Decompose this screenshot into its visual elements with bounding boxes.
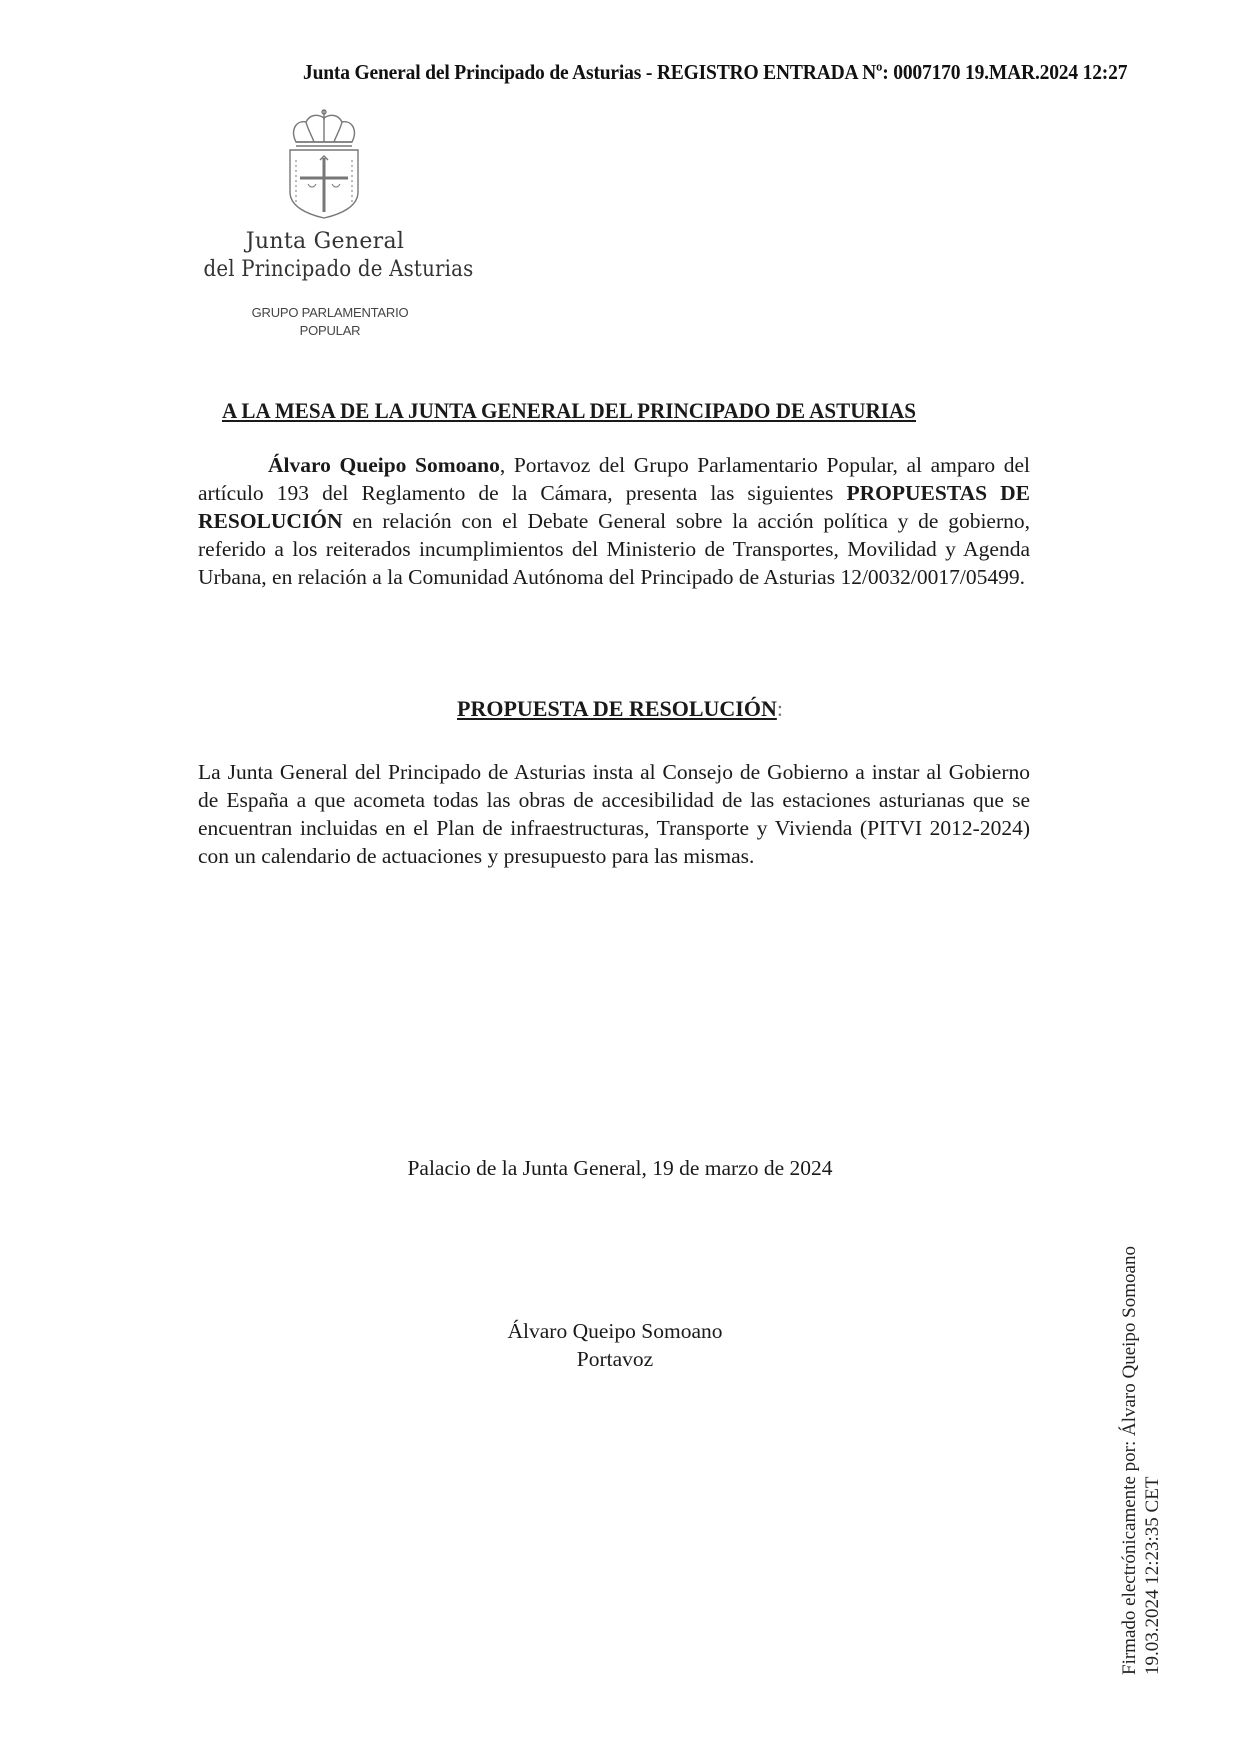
group-line2: POPULAR [299,323,361,338]
resolution-heading [0,696,1240,722]
institution-name-line1: Junta General [245,229,405,254]
institution-name-line2: del Principado de Asturias [203,257,474,282]
signer-name: Álvaro Queipo Somoano [507,1319,723,1343]
parliamentary-group [230,304,430,340]
proposals-label: PROPUESTAS DE RESOLUCIÓN [198,481,1031,533]
resolution-body: La Junta General del Principado de Asturias insta al Consejo de Gobierno a instar al Gobierno de España a que acometa todas las obras de accesibilidad de las estaciones asturianas que se encuentran incluidas en el Plan de infraestructuras, Transporte y Vivienda (PITVI 2012-2024) con un calendario de actuaciones y presupuesto para las mismas. [198,760,1030,868]
place-and-date: Palacio de la Junta General, 19 de marzo de 2024 [407,1156,833,1180]
signature-block [0,1317,1230,1373]
asturias-coat-of-arms-icon [282,108,366,220]
registry-entry-stamp: Junta General del Principado de Asturias - REGISTRO ENTRADA Nº: 0007170 19.MAR.2024 12:27 [303,60,1128,84]
resolution-heading-colon: : [776,696,783,721]
intro-text-part1: , Portavoz del Grupo Parlamentario Popular, al amparo del artículo 193 del Reglamento de la Cámara, presenta las siguientes [198,453,1030,505]
signer-role: Portavoz [576,1347,654,1371]
author-name: Álvaro Queipo Somoano [268,453,500,477]
electronic-signature-stamp [1118,1246,1164,1675]
group-line1: GRUPO PARLAMENTARIO [251,305,409,320]
addressee-heading: A LA MESA DE LA JUNTA GENERAL DEL PRINCIPADO DE ASTURIAS [222,398,916,423]
e-signature-line1: Firmado electrónicamente por: Álvaro Queipo Somoano [1119,1246,1140,1675]
e-signature-line2: 19.03.2024 12:23:35 CET [1142,1476,1163,1675]
intro-text-part2: en relación con el Debate General sobre la acción política y de gobierno, referido a los reiterados incumplimientos del Ministerio de Transportes, Movilidad y Agenda Urbana, en relación a la Comunidad Autónoma del Principado de Asturias 12/0032/0017/05499. [198,509,1030,589]
intro-paragraph [198,451,1030,591]
resolution-heading-text: PROPUESTA DE RESOLUCIÓN [457,696,777,721]
